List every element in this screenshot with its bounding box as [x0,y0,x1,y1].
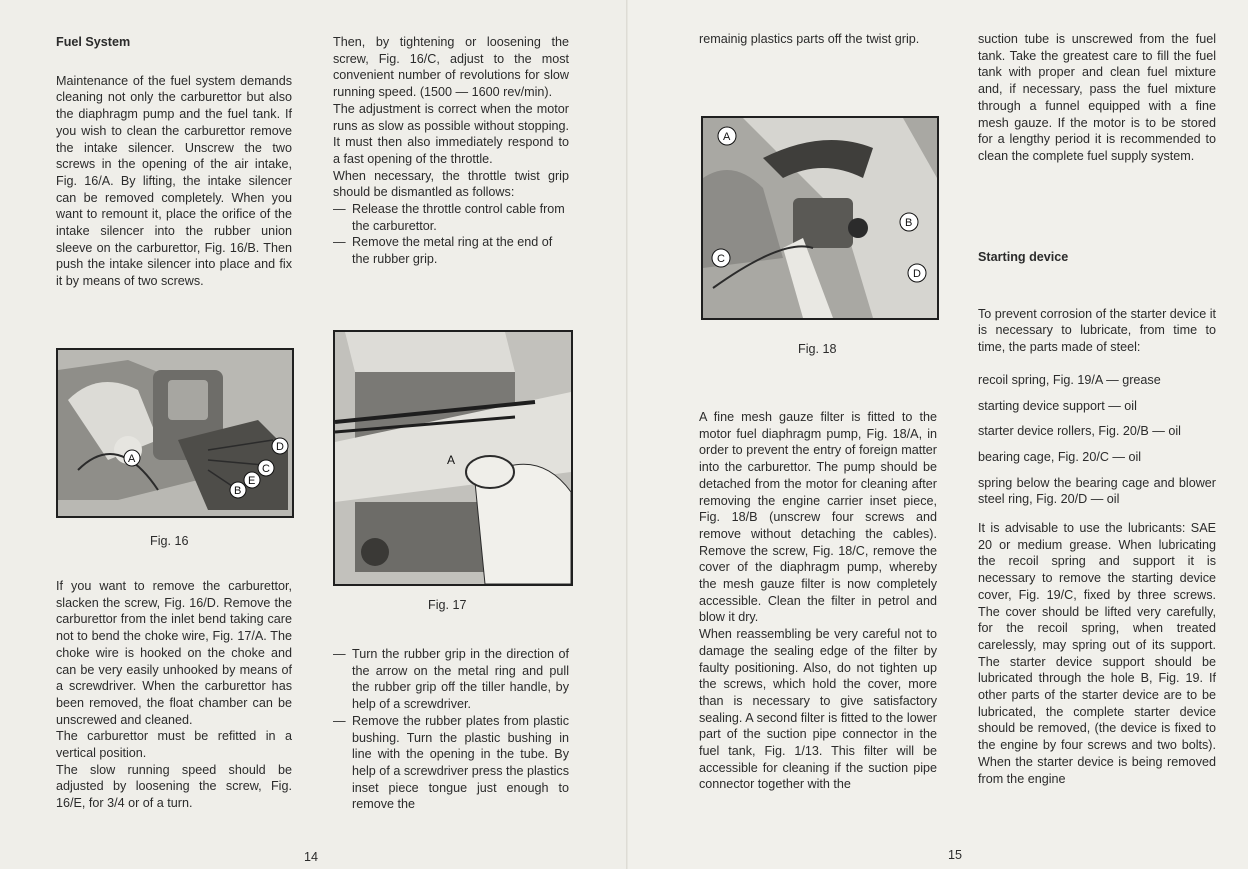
right-column-1 [699,31,937,48]
figure-18-image [701,116,939,320]
figure-label-c: C [262,463,270,475]
right-column-1-lower [699,409,937,793]
figure-label-d: D [913,268,921,280]
section-heading-fuel-system: Fuel System [56,35,131,49]
paragraph: The adjustment is correct when the motor runs as slow as possible without stopping. It must then also immediately respond to a fast opening of the throttle. [333,101,569,166]
paragraph: When necessary, the throttle twist grip should be dismantled as follows: [333,168,569,200]
left-column-2-lower [333,646,569,813]
left-column-2 [333,34,569,268]
paragraph: The slow running speed should be adjusted by loosening the screw, Fig. 16/E, for 3/4 or of a turn. [56,762,292,811]
instruction-list [333,646,569,813]
figure-label-a: A [128,453,136,465]
list-item: starting device support — oil [978,398,1137,413]
list-item: — Remove the metal ring at the end of the rubber grip. [333,234,569,267]
figure-label-e: E [248,475,256,487]
paragraph: If you want to remove the carburettor, slacken the screw, Fig. 16/D. Remove the carburettor from the inlet bend taking care not to bend the choke wire, Fig. 17/A. The choke wire is hooked on the choke and can be very easily unhooked by means of a screwdriver. When the carburettor has been removed, the float chamber can be unscrewed and cleaned. [56,579,292,727]
paragraph: Maintenance of the fuel system demands cleaning not only the carburettor but also the diaphragm pump and the fuel tank. If you wish to clean the carburettor remove the intake silencer. Unscrew the two screws in the opening of the air intake, Fig. 16/A. By lifting, the intake silencer can be removed completely. When you want to remount it, place the orifice of the intake silencer into the rubber union sleeve on the carburettor, Fig. 16/B. Then push the intake silencer into place and fix it by means of two screws. [56,73,292,289]
left-column-1-lower [56,578,292,812]
list-item: — Remove the rubber plates from plastic bushing. Turn the plastic bushing in line with the opening in the tube. By help of a screwdriver press the plastics inset piece tongue just enough to remove the [333,713,569,813]
paragraph: A fine mesh gauze filter is fitted to the motor fuel diaphragm pump, Fig. 18/A, in order to prevent the entry of foreign matter into the carburettor. The pump should be detached from the motor for cleaning after removing the engine carrier inset piece, Fig. 18/B (unscrew four screws and remove without detaching the cables). Remove the screw, Fig. 18/C, remove the cover of the diaphragm pump, whereby the mesh gauze filter is now completely accessible. Clean the filter in petrol and blow it dry. [699,410,937,625]
list-item: recoil spring, Fig. 19/A — grease [978,372,1161,387]
paragraph: It is advisable to use the lubricants: SAE 20 or medium grease. When lubricating the recoil spring and support it is necessary to remove the starting device cover, Fig. 19/C, fixed by three screws. The cover should be lifted very carefully, for the recoil spring, when treated carelessly, may spring out of its support. The starter device support should be lubricated through the hole B, Fig. 19. If other parts of the starter device are to be lubricated, the complete starter device should be removed, (the device is fixed to the engine by four screws and two bolts). When the starter device is being removed from the engine [978,521,1216,786]
right-page [628,0,1248,869]
figure-label-a: A [447,453,456,467]
paragraph: When reassembling be very careful not to damage the sealing edge of the filter by faulty positioning. Also, do not tighten up the screws, which hold the cover, more than is necessary to give satisfactory sealing. A second filter is fitted to the lower part of the suction pipe connector in the fuel tank, Fig. 1/13. This filter will be accessible for cleaning if the suction pipe connector together with the [699,627,937,792]
figure-caption: Fig. 18 [798,342,837,356]
right-column-2 [978,31,1216,165]
paragraph: suction tube is unscrewed from the fuel tank. Take the greatest care to fill the fuel tank with proper and clean fuel mixture and, if necessary, pass the fuel mixture through a funnel equipped with a fine mesh gauze. If the motor is to be stored for a lengthy period it is recommended to clean the complete fuel supply system. [978,32,1216,163]
figure-17-image [333,330,573,586]
right-column-2-starting [978,249,1216,787]
section-heading-starting-device: Starting device [978,250,1069,264]
paragraph: remainig plastics parts off the twist grip. [699,32,920,46]
figure-label-a: A [723,131,731,143]
figure-label-d: D [276,441,284,453]
paragraph: Then, by tightening or loosening the screw, Fig. 16/C, adjust to the most convenient number of revolutions for slow running speed. (1500 — 1600 rev/min). [333,35,569,100]
figure-label-b: B [905,217,913,229]
page-number: 15 [948,848,963,862]
list-item: spring below the bearing cage and blower steel ring, Fig. 20/D — oil [978,475,1216,507]
figure-caption: Fig. 17 [428,598,467,612]
lubrication-list [978,372,1216,508]
left-column-1 [56,34,292,290]
list-item: — Release the throttle control cable from the carburettor. [333,201,569,234]
figure-label-b: B [234,485,242,497]
page-number: 14 [304,850,319,864]
paragraph: To prevent corrosion of the starter device it is necessary to lubricate, from time to time, the parts made of steel: [978,306,1216,355]
figure-caption: Fig. 16 [150,534,189,548]
list-item: bearing cage, Fig. 20/C — oil [978,449,1142,464]
figure-16-image [56,348,294,518]
list-item: — Turn the rubber grip in the direction of the arrow on the metal ring and pull the rubber grip off the tiller handle, by help of a screwdriver. [333,646,569,713]
paragraph: The carburettor must be refitted in a vertical position. [56,729,292,761]
list-item: starter device rollers, Fig. 20/B — oil [978,424,1181,439]
figure-label-c: C [717,253,725,265]
instruction-list [333,201,569,268]
